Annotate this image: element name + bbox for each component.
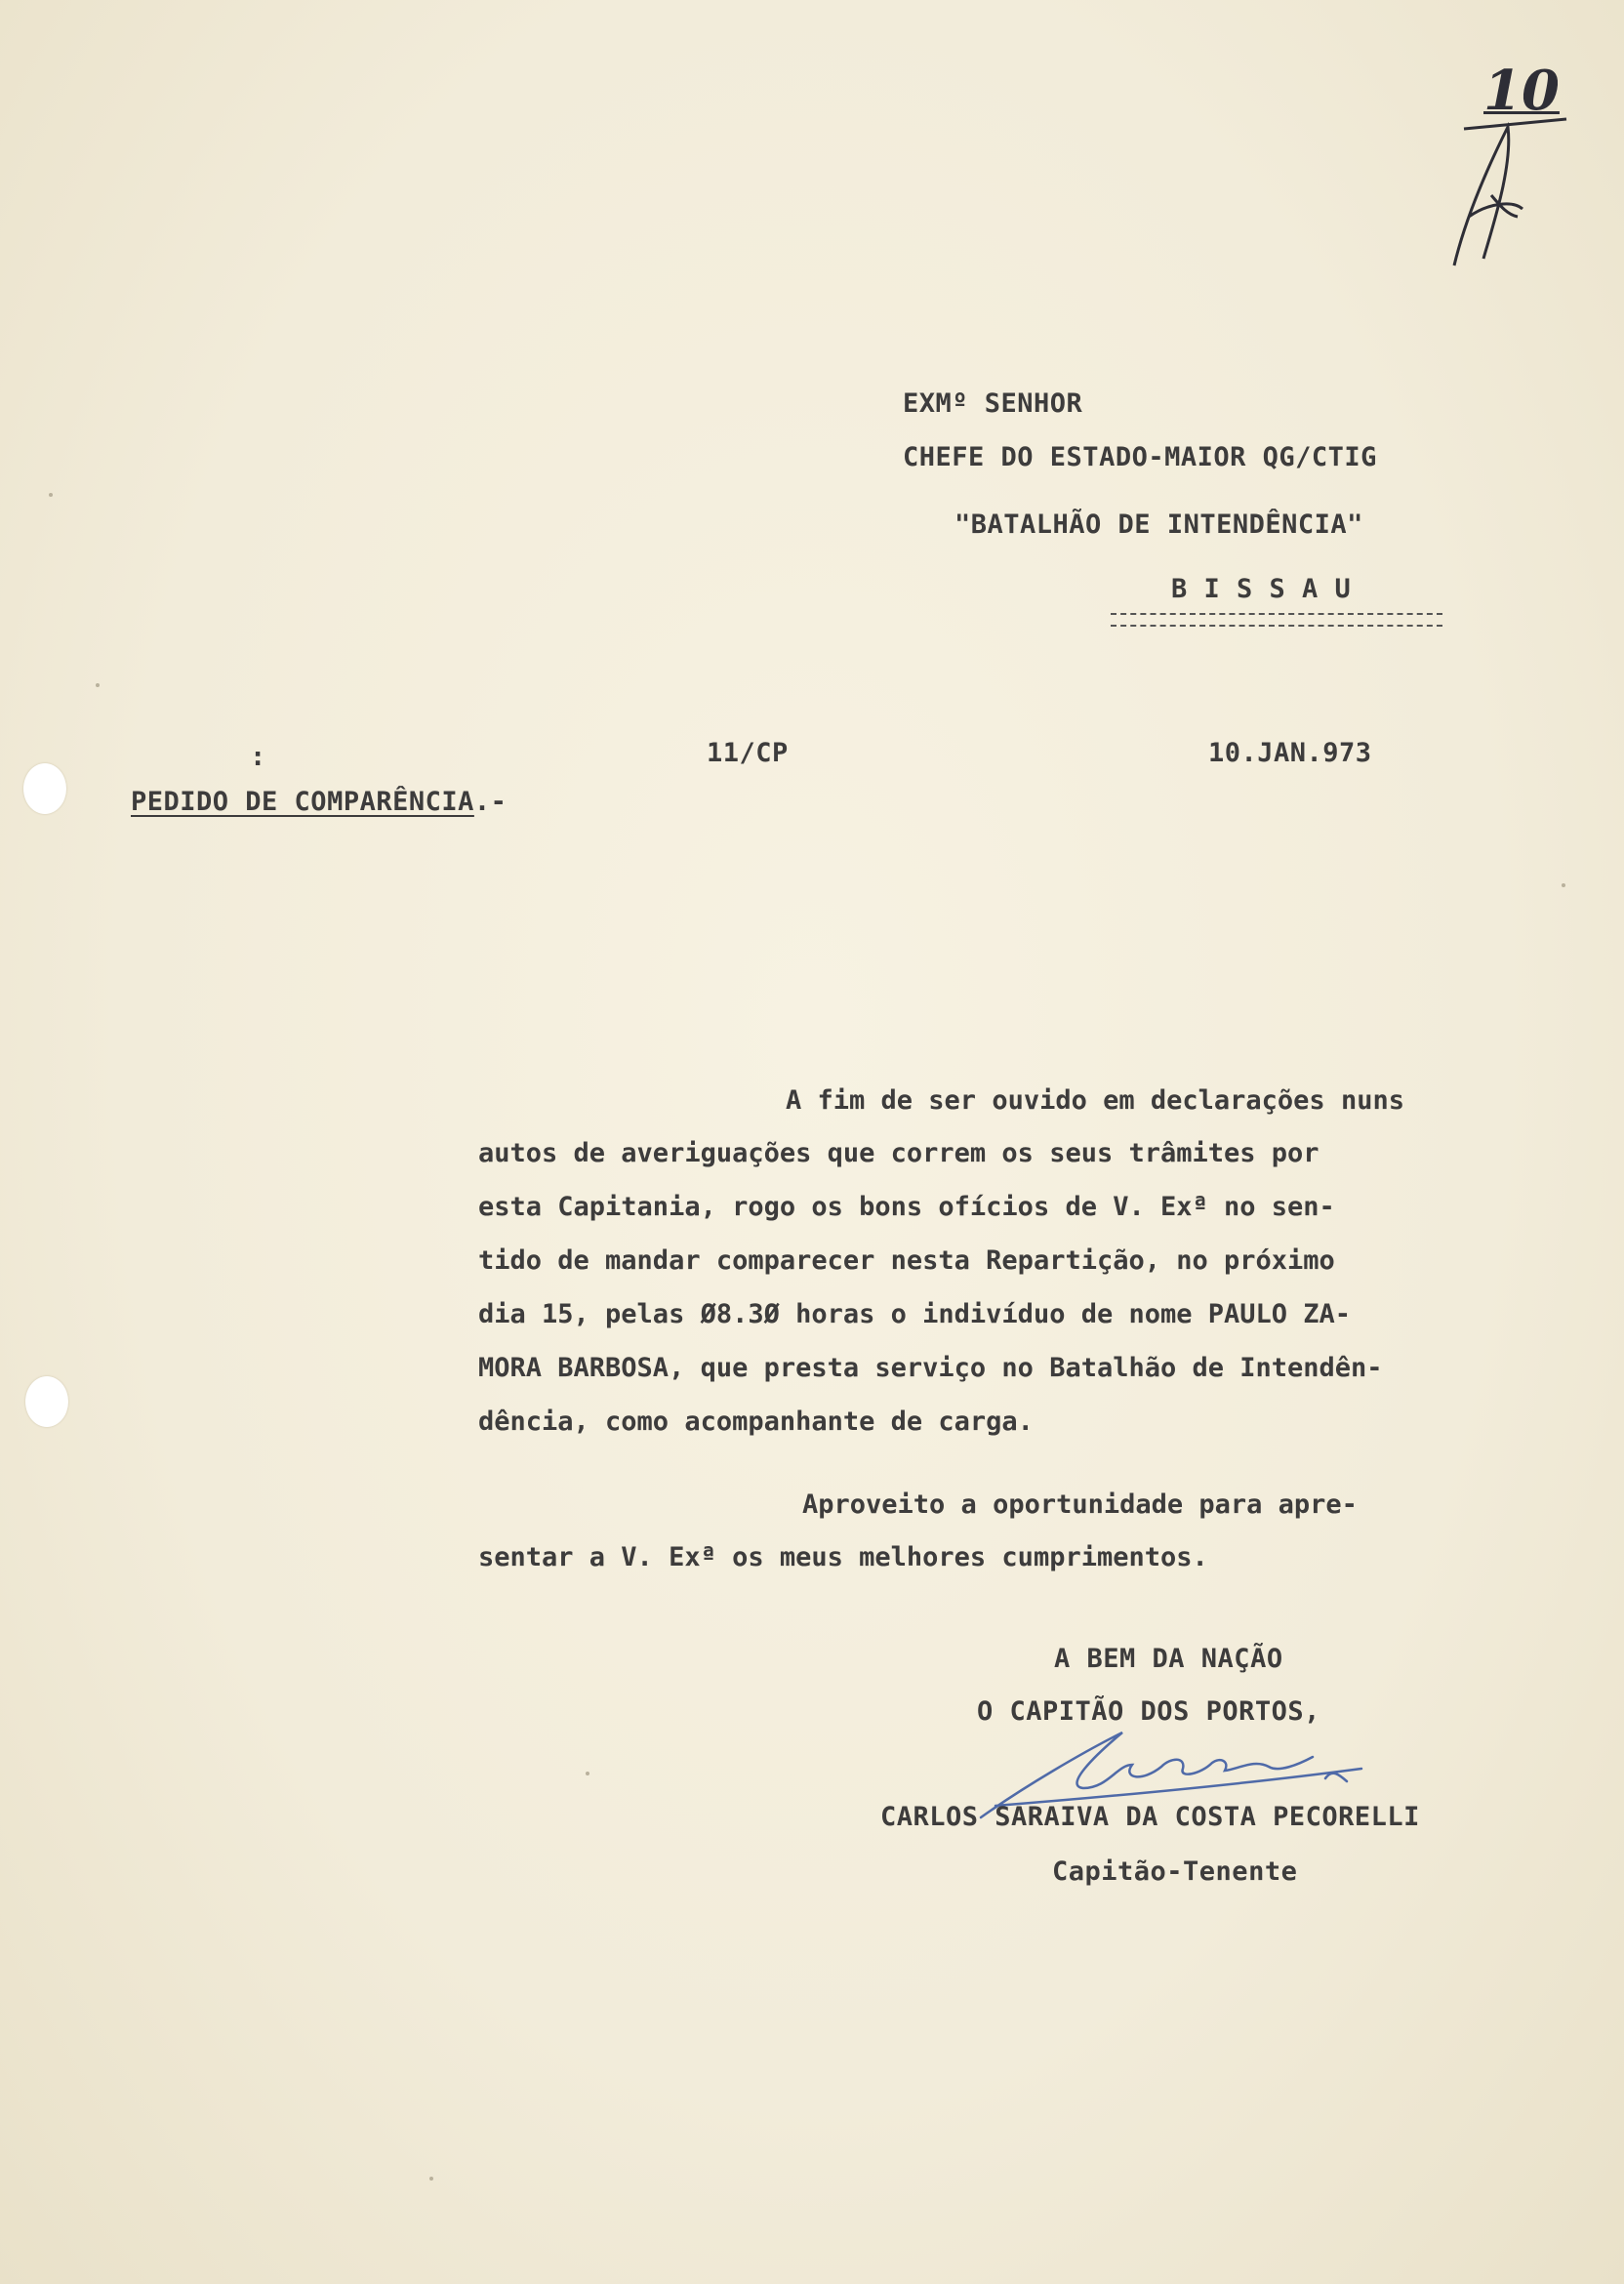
addressee-line-2: CHEFE DO ESTADO-MAIOR QG/CTIG [903, 442, 1377, 472]
body-line: sentar a V. Exª os meus melhores cumprimentos. [478, 1542, 1208, 1572]
addressee-underline [1111, 613, 1442, 627]
body-line: dência, como acompanhante de carga. [478, 1407, 1034, 1437]
reference-number: 11/CP [707, 738, 789, 768]
addressee-line-4: B I S S A U [1171, 574, 1352, 604]
body-line: Aproveito a oportunidade para apre- [802, 1489, 1358, 1520]
body-line: dia 15, pelas Ø8.3Ø horas o indivíduo de nome PAULO ZA- [478, 1299, 1352, 1329]
closing-line-1: A BEM DA NAÇÃO [1054, 1644, 1283, 1674]
signatory-rank: Capitão-Tenente [1052, 1856, 1298, 1887]
body-line: MORA BARBOSA, que presta serviço no Batalhão de Intendên- [478, 1353, 1383, 1383]
addressee-line-3: "BATALHÃO DE INTENDÊNCIA" [954, 510, 1363, 540]
body-line: esta Capitania, rogo os bons ofícios de V. Exª no sen- [478, 1192, 1335, 1222]
subject-suffix: .- [473, 787, 508, 817]
addressee-line-1: EXMº SENHOR [903, 388, 1083, 419]
reference-colon: : [250, 742, 266, 772]
body-line: tido de mandar comparecer nesta Repartição, no próximo [478, 1245, 1335, 1276]
page-number-rule [1464, 119, 1566, 129]
initials-mark [1454, 127, 1522, 265]
subject-text: PEDIDO DE COMPARÊNCIA [131, 787, 474, 817]
signatory-name: CARLOS SARAIVA DA COSTA PECORELLI [880, 1802, 1420, 1832]
reference-date: 10.JAN.973 [1208, 738, 1372, 768]
body-line: A fim de ser ouvido em declarações nuns [786, 1085, 1404, 1116]
subject-line [131, 787, 507, 817]
page-number: 10 [1483, 59, 1560, 123]
body-line: autos de averiguações que correm os seus trâmites por [478, 1138, 1320, 1168]
closing-line-2: O CAPITÃO DOS PORTOS, [977, 1696, 1320, 1727]
